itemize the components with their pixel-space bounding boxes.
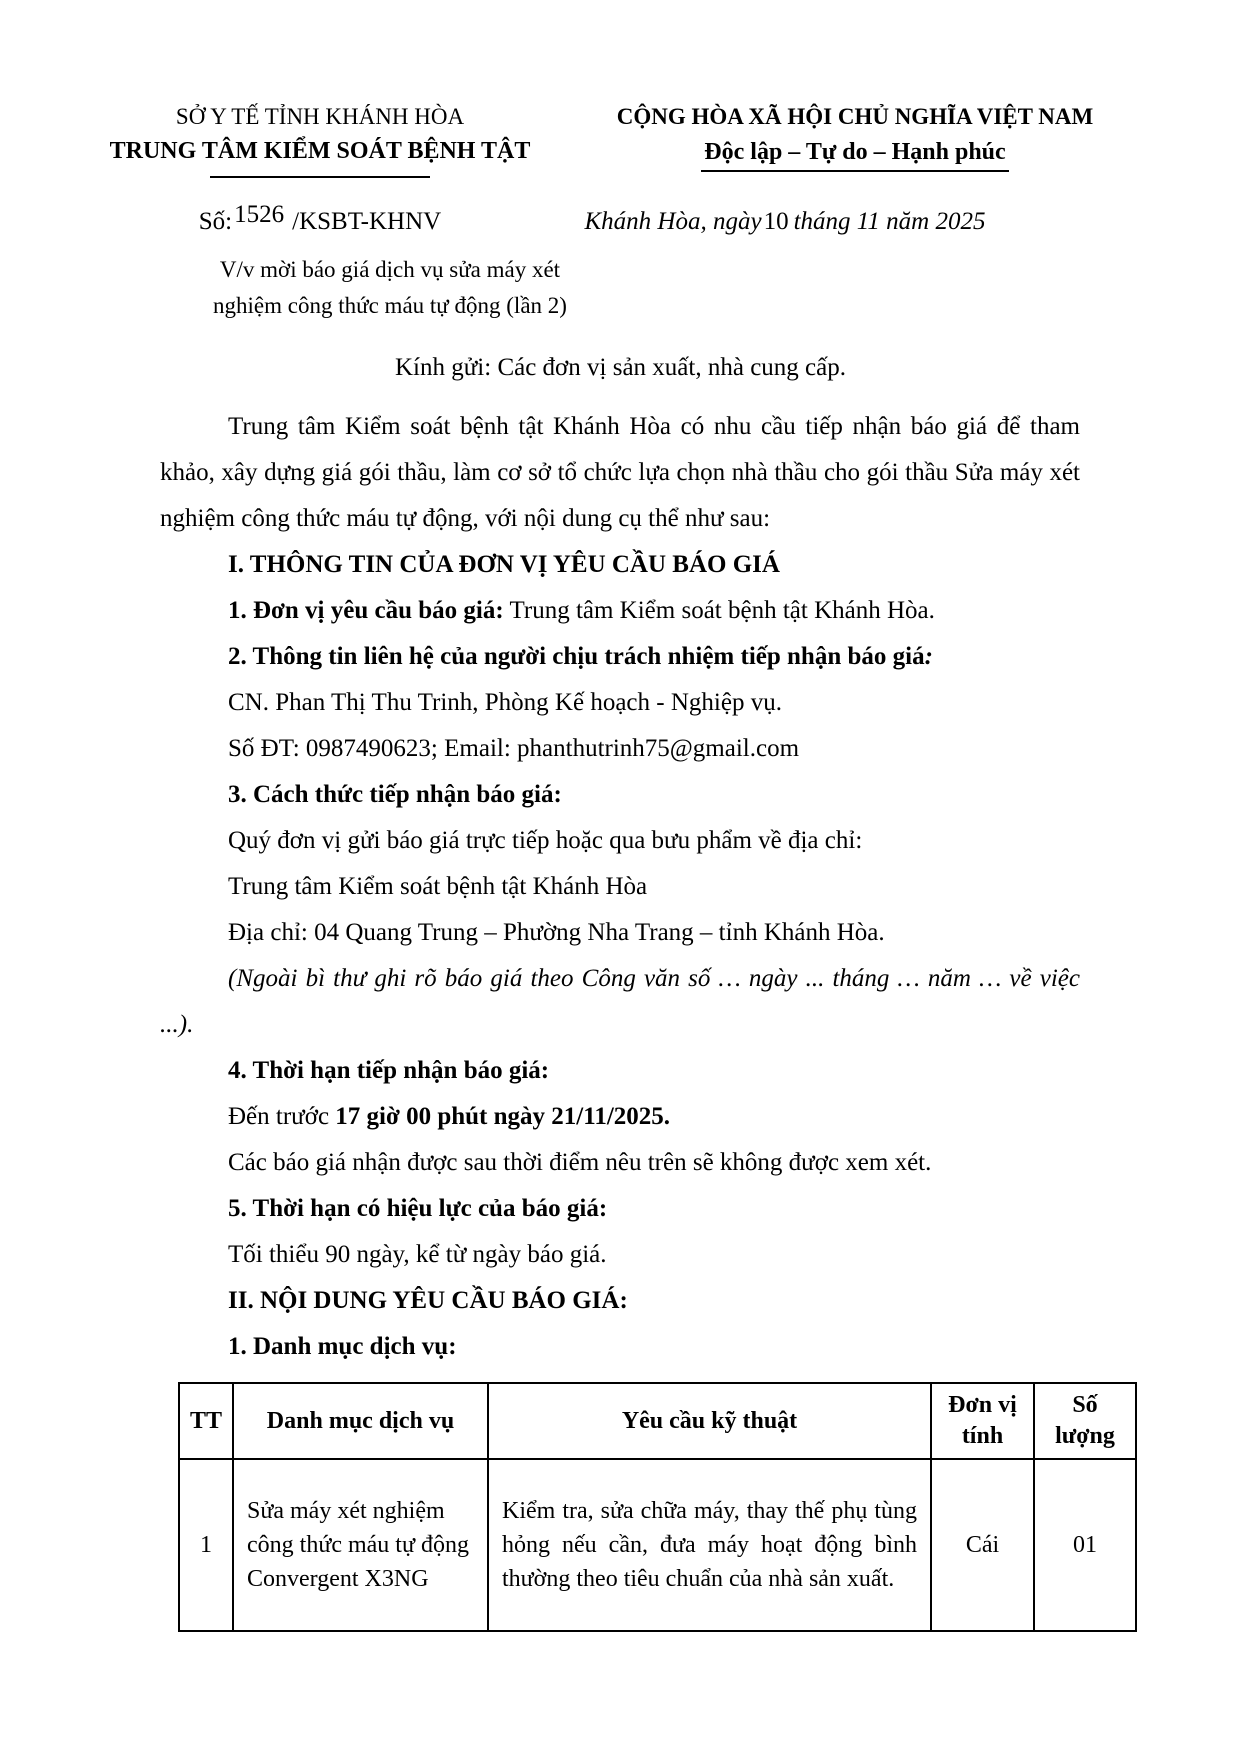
- table-row: [179, 1459, 1136, 1631]
- deadline-value: 17 giờ 00 phút ngày 21/11/2025.: [335, 1103, 671, 1130]
- date-suffix: tháng 11 năm 2025: [793, 208, 986, 235]
- number-value: 1526: [234, 201, 285, 228]
- service-list-heading: 1. Danh mục dịch vụ:: [228, 1333, 457, 1360]
- agency-underline-rule: [210, 176, 430, 178]
- item-1-text: Trung tâm Kiểm soát bệnh tật Khánh Hòa.: [503, 597, 935, 624]
- national-motto: Độc lập – Tự do – Hạnh phúc: [701, 136, 1008, 172]
- date-prefix: Khánh Hòa, ngày: [584, 208, 762, 235]
- national-title: CỘNG HÒA XÃ HỘI CHỦ NGHĨA VIỆT NAM: [616, 104, 1094, 129]
- contact-phone-email: Số ĐT: 0987490623; Email: phanthutrinh75@gmail.com: [228, 735, 800, 762]
- intro-paragraph: Trung tâm Kiểm soát bệnh tật Khánh Hòa có nhu cầu tiếp nhận báo giá để tham khảo, xây dựng giá gói thầu, làm cơ sở tổ chức lựa chọn nhà thầu cho gói thầu Sửa máy xét nghiệm công thức máu tự động, với nội dung cụ thể như sau:: [160, 413, 1080, 532]
- item-3-line-1: Quý đơn vị gửi báo giá trực tiếp hoặc qua bưu phẩm về địa chỉ:: [228, 827, 863, 854]
- item-4-label: 4. Thời hạn tiếp nhận báo giá:: [228, 1057, 550, 1084]
- item-1: [160, 588, 1080, 634]
- col-header-yeu-cau: Yêu cầu kỹ thuật: [488, 1383, 931, 1459]
- section-1-title: I. THÔNG TIN CỦA ĐƠN VỊ YÊU CẦU BÁO GIÁ: [228, 551, 780, 578]
- number-prefix: Số:: [198, 208, 233, 235]
- national-motto-block: [615, 100, 1095, 178]
- cell-danh-muc: Sửa máy xét nghiệm công thức máu tự động Convergent X3NG: [233, 1459, 488, 1631]
- section-2-title: II. NỘI DUNG YÊU CẦU BÁO GIÁ:: [228, 1287, 628, 1314]
- deadline-prefix: Đến trước: [228, 1103, 336, 1130]
- parent-agency-name: SỞ Y TẾ TỈNH KHÁNH HÒA: [175, 104, 465, 129]
- document-number: [60, 201, 580, 236]
- col-header-don-vi: Đơn vị tính: [931, 1383, 1034, 1459]
- table-header-row: [179, 1383, 1136, 1459]
- date-day: 10: [763, 208, 789, 235]
- item-2-colon: :: [924, 643, 933, 670]
- deadline-line: [160, 1094, 1080, 1140]
- meta-row: [60, 201, 1241, 236]
- item-3-line-2: Trung tâm Kiểm soát bệnh tật Khánh Hòa: [228, 873, 648, 900]
- late-quote-note: Các báo giá nhận được sau thời điểm nêu trên sẽ không được xem xét.: [228, 1149, 932, 1176]
- envelope-note: (Ngoài bì thư ghi rõ báo giá theo Công văn số … ngày ... tháng … năm … về việc ...).: [160, 965, 1080, 1038]
- service-table: [178, 1382, 1137, 1632]
- service-table-container: [178, 1382, 1241, 1632]
- document-body: [160, 404, 1080, 1370]
- item-5-label: 5. Thời hạn có hiệu lực của báo giá:: [228, 1195, 608, 1222]
- col-header-tt: TT: [179, 1383, 233, 1459]
- cell-tt: 1: [179, 1459, 233, 1631]
- subject-line-2: nghiệm công thức máu tự động (lần 2): [213, 293, 567, 318]
- agency-name: TRUNG TÂM KIỂM SOÁT BỆNH TẬT: [109, 138, 531, 164]
- place-and-date: [580, 208, 1060, 236]
- item-1-label: 1. Đơn vị yêu cầu báo giá:: [228, 597, 504, 624]
- cell-don-vi: Cái: [931, 1459, 1034, 1631]
- subject-line-1: V/v mời báo giá dịch vụ sửa máy xét: [219, 257, 561, 282]
- salutation: Kính gửi: Các đơn vị sản xuất, nhà cung cấp.: [395, 354, 846, 381]
- item-3-label: 3. Cách thức tiếp nhận báo giá:: [228, 781, 562, 808]
- item-3-line-3: Địa chỉ: 04 Quang Trung – Phường Nha Trang – tỉnh Khánh Hòa.: [228, 919, 885, 946]
- item-2-label: 2. Thông tin liên hệ của người chịu trách nhiệm tiếp nhận báo giá: [228, 643, 925, 670]
- validity-text: Tối thiểu 90 ngày, kể từ ngày báo giá.: [228, 1241, 607, 1268]
- col-header-danh-muc: Danh mục dịch vụ: [233, 1383, 488, 1459]
- cell-so-luong: 01: [1034, 1459, 1136, 1631]
- item-2: [160, 634, 1080, 680]
- cell-yeu-cau: Kiểm tra, sửa chữa máy, thay thế phụ tùng hỏng nếu cần, đưa máy hoạt động bình thường theo tiêu chuẩn của nhà sản xuất.: [488, 1459, 931, 1631]
- letterhead: [60, 0, 1241, 178]
- issuing-agency-block: [60, 100, 580, 178]
- document-subject: [110, 252, 670, 324]
- col-header-so-luong: Số lượng: [1034, 1383, 1136, 1459]
- number-suffix: /KSBT-KHNV: [292, 208, 442, 235]
- contact-name: CN. Phan Thị Thu Trinh, Phòng Kế hoạch - Nghiệp vụ.: [228, 689, 782, 716]
